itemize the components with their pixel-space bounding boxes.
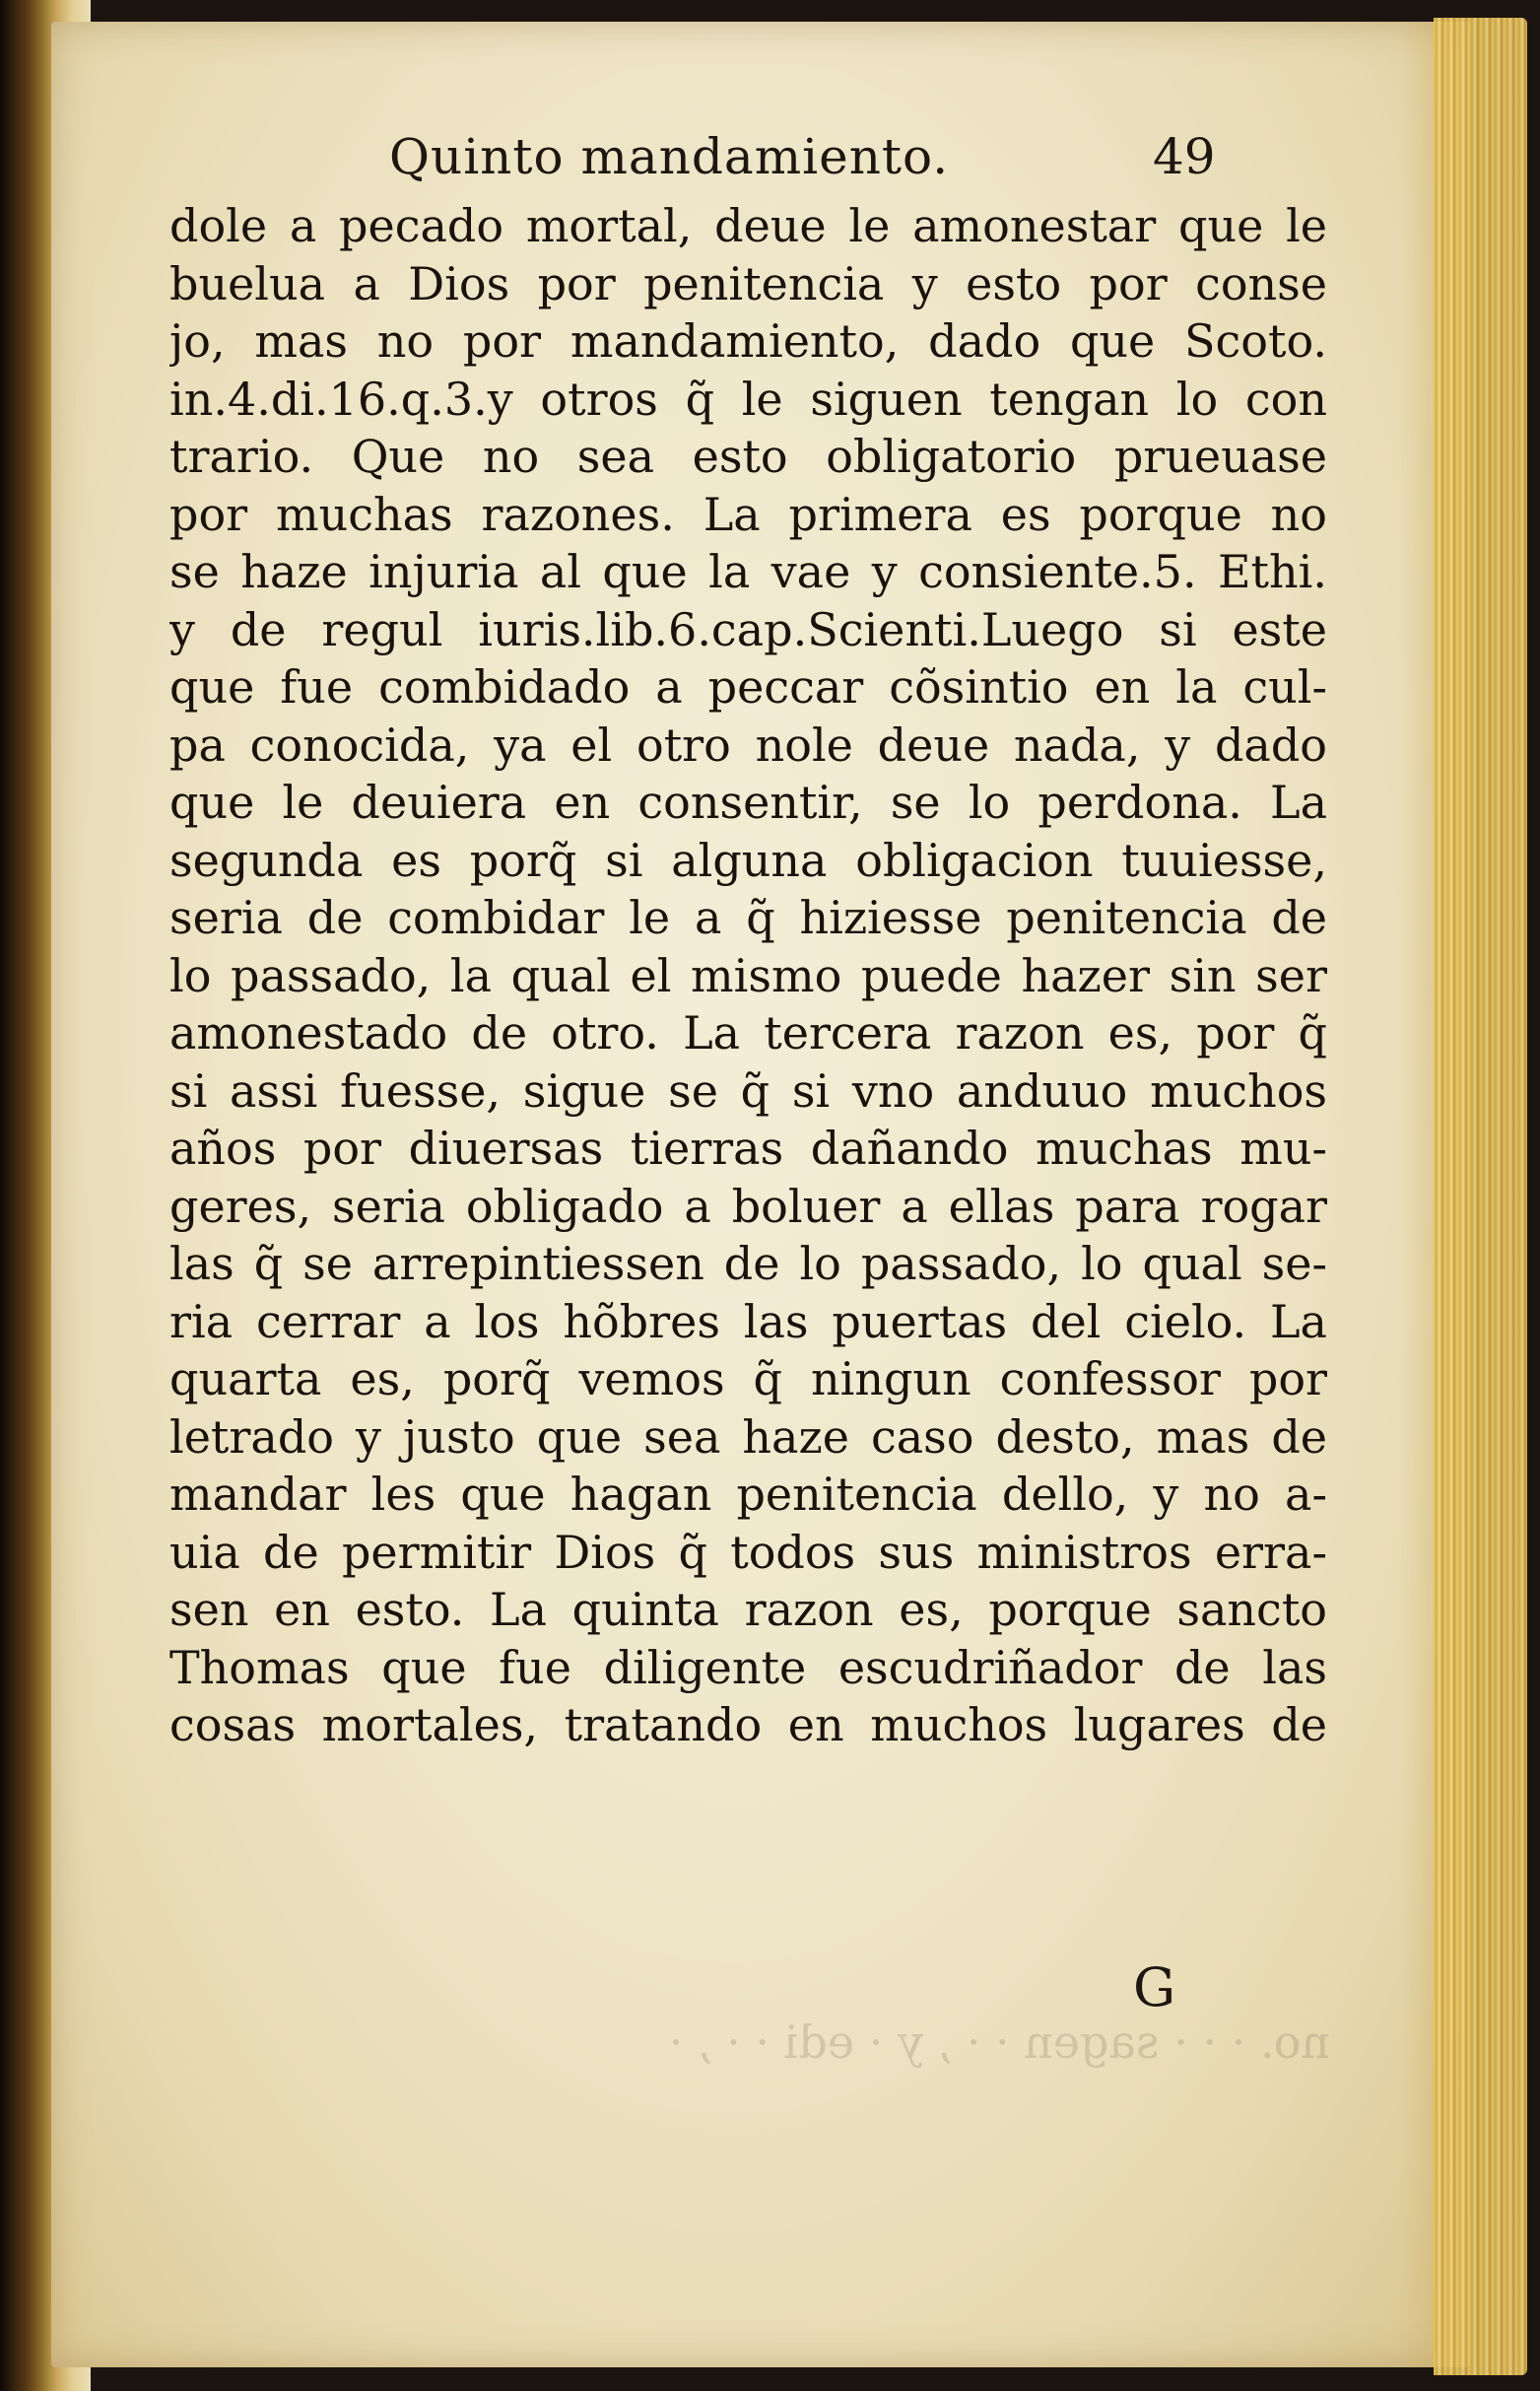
page-number: 49 [1153,128,1216,185]
text-line: trario. Que no sea esto obligatorio prueuase [169,430,1327,483]
text-line: y de regul iuris.lib.6.cap.Scienti.Luego si este [169,602,1327,656]
text-line: amonestado de otro. La tercera razon es, por q̃ [169,1006,1327,1059]
running-head: Quinto mandamiento. [389,128,950,185]
gilded-page-edges [1434,18,1527,2375]
text-line: in.4.di.16.q.3.y otros q̃ le siguen tengan lo con [169,372,1327,426]
text-line: cosas mortales, tratando en muchos lugares de [169,1698,1327,1751]
text-line: seria de combidar le a q̃ hiziesse penitencia de [169,891,1327,944]
show-through-text: no. · · · sagen · · , y · edi · · , · [668,2015,1330,2069]
text-line: sen en esto. La quinta razon es, porque sancto [169,1583,1327,1636]
page-header [182,128,1335,197]
text-line: mandar les que hagan penitencia dello, y no a- [169,1468,1327,1521]
text-line: uia de permitir Dios q̃ todos sus ministros erra- [169,1525,1327,1579]
text-line: buelua a Dios por penitencia y esto por conse [169,256,1327,310]
text-line: geres, seria obligado a boluer a ellas para rogar [169,1179,1327,1233]
text-line: letrado y justo que sea haze caso desto, mas de [169,1409,1327,1464]
text-line: que le deuiera en consentir, se lo perdona. La [169,776,1327,829]
body-text [169,197,1327,1754]
text-line: jo, mas no por mandamiento, dado que Scoto. [169,314,1327,368]
text-line: segunda es porq̃ si alguna obligacion tuuiesse, [169,833,1327,887]
text-line: las q̃ se arrepintiessen de lo passado, lo qual se- [169,1237,1327,1290]
signature-mark: G [1133,1956,1176,2018]
text-line: pa conocida, ya el otro nole deue nada, y dado [169,717,1327,772]
text-line: ria cerrar a los hõbres las puertas del cielo. La [169,1294,1327,1348]
text-line: años por diuersas tierras dañando muchas mu- [169,1122,1327,1175]
text-line: quarta es, porq̃ vemos q̃ ningun confessor por [169,1352,1327,1405]
text-line: si assi fuesse, sigue se q̃ si vno anduuo muchos [169,1063,1327,1118]
text-line: se haze injuria al que la vae y consiente.5. Ethi. [169,545,1327,598]
text-line: dole a pecado mortal, deue le amonestar que le [169,199,1327,252]
text-line: que fue combidado a peccar cõsintio en la cul- [169,660,1327,714]
text-line: por muchas razones. La primera es porque no [169,487,1327,541]
text-line: lo passado, la qual el mismo puede hazer sin ser [169,948,1327,1002]
text-line: Thomas que fue diligente escudriñador de las [169,1640,1327,1694]
